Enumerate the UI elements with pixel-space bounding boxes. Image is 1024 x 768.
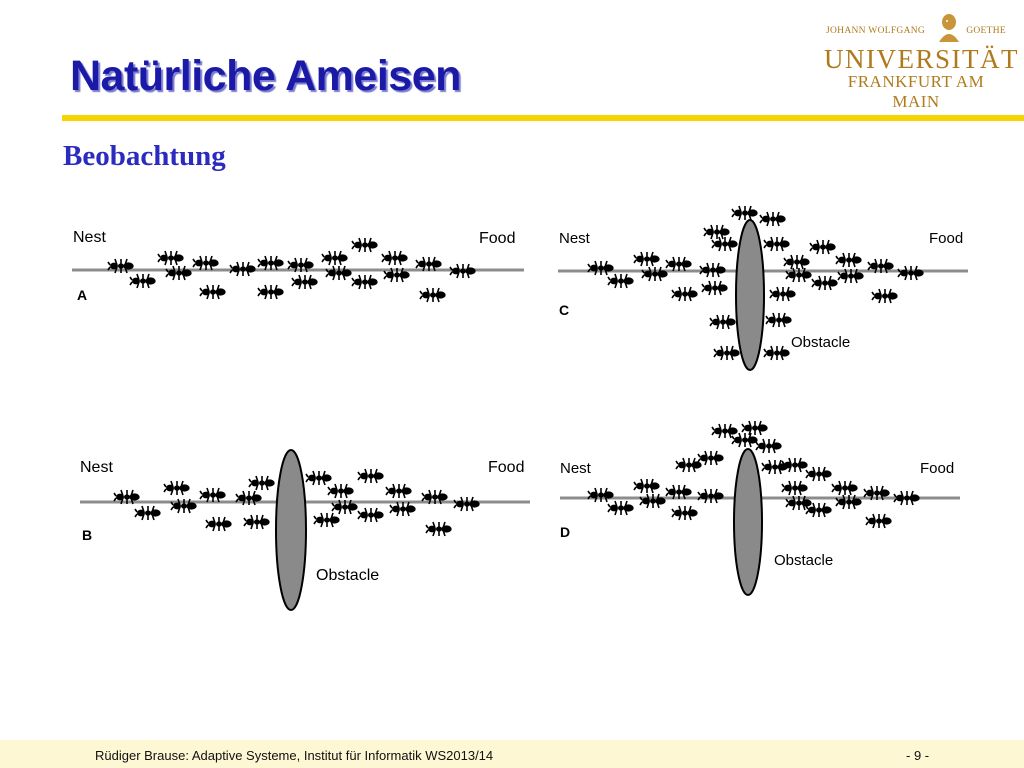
ant-icon <box>450 264 476 278</box>
ant-icon <box>766 313 792 327</box>
ant-icon <box>898 266 924 280</box>
logo-line-left: JOHANN WOLFGANG <box>826 26 926 36</box>
ant-icon <box>866 514 892 528</box>
ant-icon <box>782 458 808 472</box>
obstacle-shape <box>734 449 762 595</box>
ant-icon <box>642 267 668 281</box>
ant-icon <box>390 502 416 516</box>
slide-subtitle: Beobachtung <box>63 140 226 172</box>
ant-icon <box>812 276 838 290</box>
logo-university: UNIVERSITÄT <box>824 44 1019 74</box>
ant-icon <box>358 508 384 522</box>
ant-icon <box>352 275 378 289</box>
ant-icon <box>230 262 256 276</box>
ant-icon <box>634 252 660 266</box>
panel-letter: B <box>82 527 93 543</box>
nest-label: Nest <box>73 229 106 246</box>
ant-icon <box>712 424 738 438</box>
ant-icon <box>756 439 782 453</box>
ant-icon <box>872 289 898 303</box>
ant-icon <box>634 479 660 493</box>
food-label: Food <box>920 460 955 477</box>
ant-icon <box>426 522 452 536</box>
slide-title: Natürliche Ameisen <box>70 52 461 100</box>
panel-b <box>80 450 530 610</box>
nest-label: Nest <box>559 230 590 247</box>
ant-icon <box>782 481 808 495</box>
logo-city: FRANKFURT AM MAIN <box>847 72 985 111</box>
ant-icon <box>420 288 446 302</box>
ant-icon <box>322 251 348 265</box>
panel-letter: D <box>560 524 571 540</box>
nest-label: Nest <box>80 459 113 476</box>
ant-icon <box>158 251 184 265</box>
obstacle-label: Obstacle <box>316 567 380 584</box>
ant-icon <box>732 206 758 220</box>
panel-c <box>558 206 968 370</box>
obstacle-label: Obstacle <box>791 334 851 351</box>
panel-a <box>72 229 524 303</box>
ant-icon <box>672 506 698 520</box>
ant-icon <box>760 212 786 226</box>
ant-icon <box>193 256 219 270</box>
panel-d <box>560 421 960 595</box>
ant-icon <box>714 346 740 360</box>
ant-icon <box>130 274 156 288</box>
obstacle-shape <box>276 450 306 610</box>
ant-icon <box>326 266 352 280</box>
ant-icon <box>704 225 730 239</box>
ant-icon <box>832 481 858 495</box>
ant-icon <box>710 315 736 329</box>
ant-icon <box>810 240 836 254</box>
ant-icon <box>164 481 190 495</box>
ant-icon <box>244 515 270 529</box>
obstacle-label: Obstacle <box>774 552 834 569</box>
ant-icon <box>712 237 738 251</box>
ant-icon <box>358 469 384 483</box>
ant-icon <box>588 261 614 275</box>
ant-icon <box>836 253 862 267</box>
ant-icon <box>206 517 232 531</box>
slide-footer <box>0 740 1024 768</box>
ant-icon <box>672 287 698 301</box>
nest-label: Nest <box>560 460 591 477</box>
ant-icon <box>200 488 226 502</box>
ant-icon <box>588 488 614 502</box>
ant-icon <box>258 256 284 270</box>
ant-icon <box>386 484 412 498</box>
ant-icon <box>732 433 758 447</box>
ant-icon <box>700 263 726 277</box>
panel-letter: C <box>559 302 570 318</box>
ant-icon <box>894 491 920 505</box>
ant-icon <box>666 257 692 271</box>
ant-icon <box>249 476 275 490</box>
ant-icon <box>135 506 161 520</box>
ant-icon <box>352 238 378 252</box>
page-number: - 9 - <box>906 748 930 763</box>
logo-line-right: GOETHE <box>966 26 1006 36</box>
ant-icon <box>306 471 332 485</box>
ant-icon <box>608 274 634 288</box>
ant-icon <box>742 421 768 435</box>
panel-letter: A <box>77 287 88 303</box>
ant-icon <box>698 451 724 465</box>
footer-credit: Rüdiger Brause: Adaptive Systeme, Institut für Informatik WS2013/14 <box>95 748 494 763</box>
ant-icon <box>328 484 354 498</box>
ant-icon <box>454 497 480 511</box>
ant-icon <box>806 467 832 481</box>
ant-icon <box>784 255 810 269</box>
ant-icon <box>770 287 796 301</box>
ant-icon <box>698 489 724 503</box>
ant-icon <box>382 251 408 265</box>
food-label: Food <box>479 230 516 247</box>
ant-icon <box>166 266 192 280</box>
ant-icon <box>200 285 226 299</box>
food-label: Food <box>488 459 525 476</box>
ant-icon <box>764 346 790 360</box>
ant-icon <box>292 275 318 289</box>
ant-icon <box>258 285 284 299</box>
ant-icon <box>608 501 634 515</box>
ant-icon <box>640 494 666 508</box>
ant-icon <box>314 513 340 527</box>
ant-icon <box>764 237 790 251</box>
obstacle-shape <box>736 220 764 370</box>
ant-icon <box>676 458 702 472</box>
ant-icon <box>702 281 728 295</box>
food-label: Food <box>929 230 964 247</box>
